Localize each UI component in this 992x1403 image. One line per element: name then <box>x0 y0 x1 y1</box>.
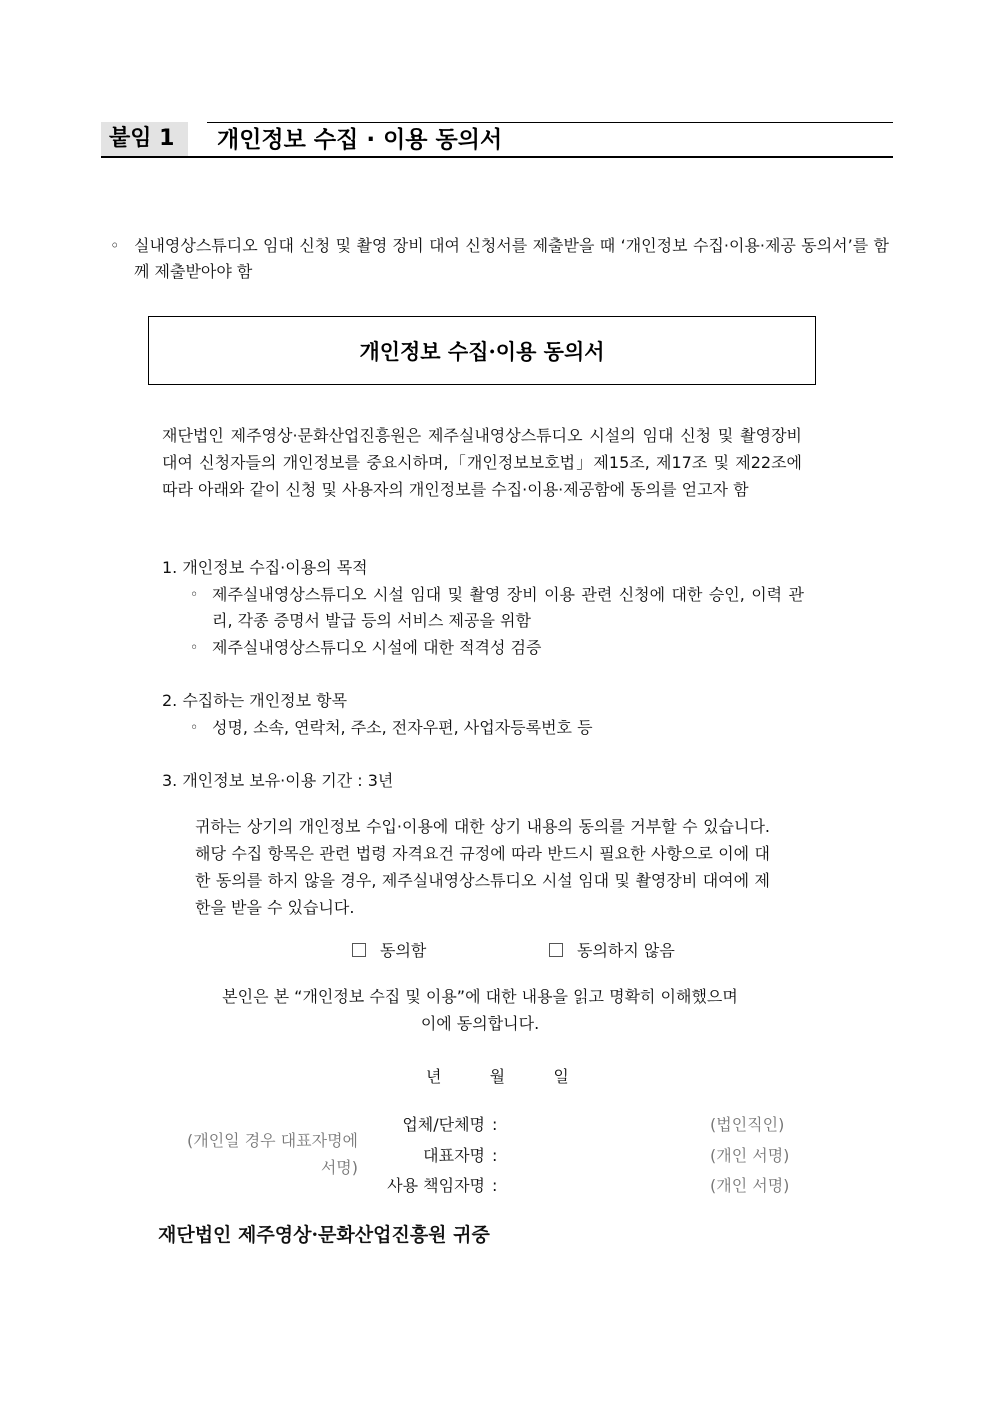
consent-paragraph: 재단법인 제주영상·문화산업진흥원은 제주실내영상스튜디오 시설의 임대 신청 및 촬영장비 대여 신청자들의 개인정보를 중요시하며,「개인정보보호법」제15조, 제17조 및 제22조에 따라 아래와 같이 신청 및 사용자의 개인정보를 수집·이용·제공함에 동의를 얻고자 함 <box>162 426 802 499</box>
manager-name-label: 사용 책임자명 <box>387 1176 485 1195</box>
disagree-option[interactable] <box>549 938 675 964</box>
agree-checkbox[interactable] <box>352 943 366 957</box>
section-heading-items: 2. 수집하는 개인정보 항목 <box>162 691 348 710</box>
agree-option[interactable] <box>352 938 426 964</box>
form-title: 개인정보 수집·이용 동의서 <box>359 338 605 364</box>
form-title-box <box>148 316 816 385</box>
date-year: 년 <box>426 1067 442 1086</box>
confirmation-line-1: 본인은 본 “개인정보 수집 및 이용”에 대한 내용을 읽고 명확히 이해했으며 <box>222 987 738 1006</box>
refusal-notice: 귀하는 상기의 개인정보 수입·이용에 대한 상기 내용의 동의를 거부할 수 있습니다. 해당 수집 항목은 관련 법령 자격요건 규정에 따라 반드시 필요한 사항으로 이에 대한 동의를 하지 않을 경우, 제주실내영상스튜디오 시설 임대 및 촬영장비 대여에 제한을 받을 수 있습니다. <box>195 817 770 917</box>
corporate-seal-mark: (법인직인) <box>710 1115 785 1134</box>
attachment-badge: 붙임 1 <box>101 122 188 156</box>
section-heading-period: 3. 개인정보 보유·이용 기간 : 3년 <box>162 771 394 790</box>
confirmation-line-2: 이에 동의합니다. <box>420 1014 540 1033</box>
signature-note: (개인일 경우 대표자명에 서명) <box>187 1131 358 1177</box>
purpose-bullet-2: 제주실내영상스튜디오 시설에 대한 적격성 검증 <box>212 638 542 657</box>
items-bullet-1: 성명, 소속, 연락처, 주소, 전자우편, 사업자등록번호 등 <box>212 718 593 737</box>
manager-name-colon: : <box>492 1176 498 1195</box>
company-name-label: 업체/단체명 <box>402 1115 485 1134</box>
date-line <box>426 1064 569 1090</box>
purpose-bullet-1: 제주실내영상스튜디오 시설 임대 및 촬영 장비 이용 관련 신청에 대한 승인, 이력 관리, 각종 증명서 발급 등의 서비스 제공을 위함 <box>212 585 804 630</box>
representative-signature-mark: (개인 서명) <box>710 1146 790 1165</box>
manager-signature-mark: (개인 서명) <box>710 1176 790 1195</box>
company-name-colon: : <box>492 1115 498 1134</box>
intro-text: 실내영상스튜디오 임대 신청 및 촬영 장비 대여 신청서를 제출받을 때 ‘개인정보 수집·이용·제공 동의서’를 함께 제출받아야 함 <box>134 236 889 281</box>
representative-name-label: 대표자명 <box>423 1146 485 1165</box>
agree-label: 동의함 <box>380 941 427 960</box>
bullet-mark: ◦ <box>190 640 199 656</box>
date-month: 월 <box>489 1067 506 1086</box>
representative-name-colon: : <box>492 1146 498 1165</box>
bullet-mark: ◦ <box>190 587 199 603</box>
section-heading-purpose: 1. 개인정보 수집·이용의 목적 <box>162 558 368 577</box>
addressee: 재단법인 제주영상·문화산업진흥원 귀중 <box>158 1224 490 1246</box>
header-top-rule <box>207 122 893 123</box>
intro-bullet-mark: ◦ <box>110 236 120 255</box>
header-bottom-rule <box>101 156 893 158</box>
bullet-mark: ◦ <box>190 720 199 736</box>
document-title: 개인정보 수집 · 이용 동의서 <box>217 127 503 153</box>
disagree-label: 동의하지 않음 <box>577 941 675 960</box>
date-day: 일 <box>553 1067 569 1086</box>
disagree-checkbox[interactable] <box>549 943 563 957</box>
confirmation-statement <box>180 983 780 1037</box>
